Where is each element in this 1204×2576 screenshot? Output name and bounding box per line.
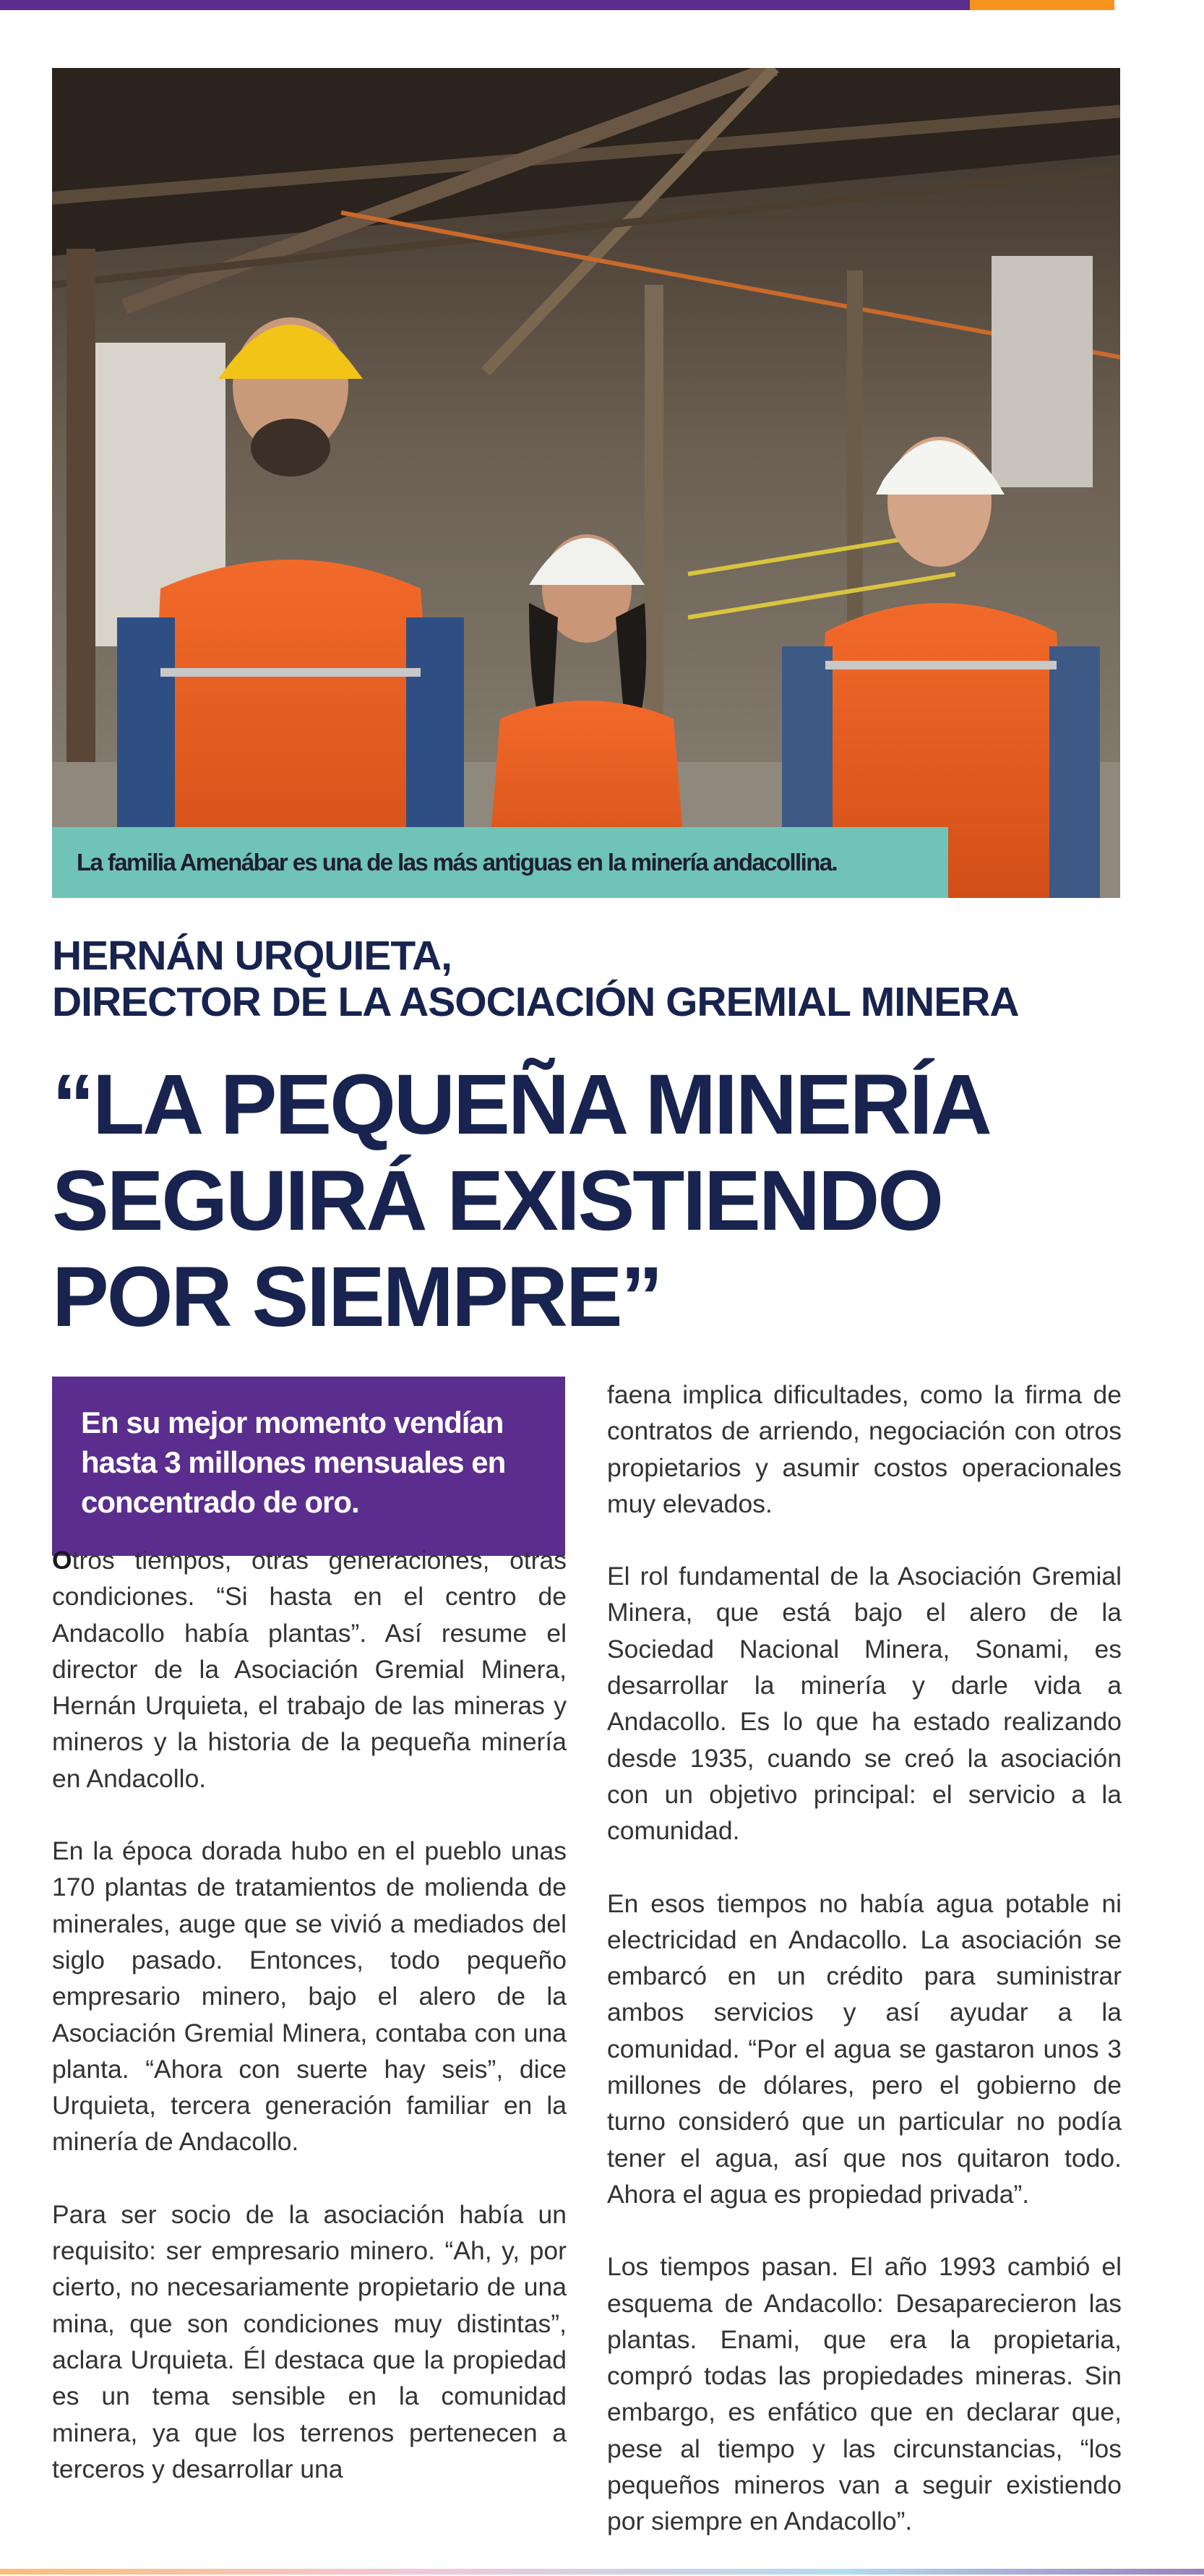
- bottom-color-bar: [0, 2569, 1204, 2575]
- paragraph: En esos tiempos no había agua potable ni electricidad en Andacollo. La asociación se embarcó en un crédito para suministrar ambos servicios y así ayudar a la comunidad. “Por el agua se gastaron unos 3 millones de dólares, pero el gobierno de turno consideró que un particular no podía tener el agua, así que nos quitaron todo. Ahora el agua es propiedad privada”.: [607, 1888, 1122, 2209]
- top-color-bar: [0, 0, 970, 10]
- top-accent-bar: [970, 0, 1114, 10]
- article-column-right: [607, 1377, 1122, 2576]
- paragraph: [52, 1542, 567, 1797]
- kicker-line-1: HERNÁN URQUIETA,: [52, 933, 452, 979]
- drop-cap: O: [52, 1546, 72, 1575]
- article-column-left: [52, 1542, 567, 2523]
- article-headline: [52, 1057, 1136, 1345]
- paragraph: faena implica dificultades, como la firma de contratos de arriendo, negociación con otros propietarios y asumir costos operacionales muy elevados.: [607, 1380, 1122, 1518]
- photo-caption: La familia Amenábar es una de las más antiguas en la minería andacollina.: [52, 827, 948, 898]
- paragraph: Para ser socio de la asociación había un requisito: ser empresario minero. “Ah, y, por cierto, no necesariamente propietario de una mina, que son condiciones muy distintas”, aclara Urquieta. Él destaca que la propiedad es un tema sensible en la comunidad minera, ya que los terrenos pertenecen a terceros y desarrollar una: [52, 2199, 567, 2483]
- headline-line-1: “LA PEQUEÑA MINERÍA: [52, 1057, 990, 1152]
- article-kicker: [52, 933, 1136, 1025]
- pull-quote-box: [52, 1377, 565, 1556]
- headline-line-2: SEGUIRÁ EXISTIENDO: [52, 1153, 942, 1249]
- pull-quote-text: En su mejor momento vendían hasta 3 millones mensuales en concentrado de oro.: [81, 1405, 506, 1519]
- photo-illustration: [52, 68, 1120, 898]
- kicker-line-2: DIRECTOR DE LA ASOCIACIÓN GREMIAL MINERA: [52, 979, 1019, 1025]
- headline-line-3: POR SIEMPRE”: [52, 1249, 661, 1345]
- paragraph-text: tros tiempos, otras generaciones, otras condiciones. “Si hasta en el centro de Andacollo había plantas”. Así resume el director de la Asociación Gremial Minera, Hernán Urquieta, el trabajo de las mineras y mineros y la historia de la pequeña minería en Andacollo.: [52, 1546, 567, 1793]
- article-photo: [52, 68, 1120, 898]
- paragraph: El rol fundamental de la Asociación Gremial Minera, que está bajo el alero de la Sociedad Nacional Minera, Sonami, es desarrollar la minería y darle vida a Andacollo. Es lo que ha estado realizando desde 1935, cuando se creó la asociación con un objetivo principal: el servicio a la comunidad.: [607, 1562, 1122, 1846]
- paragraph: En la época dorada hubo en el pueblo unas 170 plantas de tratamientos de molienda de minerales, auge que se vivió a mediados del siglo pasado. Entonces, todo pequeño empresario minero, bajo el alero de la Asociación Gremial Minera, contaba con una planta. “Ahora con suerte hay seis”, dice Urquieta, tercera generación familiar en la minería de Andacollo.: [52, 1836, 567, 2157]
- paragraph: Los tiempos pasan. El año 1993 cambió el esquema de Andacollo: Desaparecieron las plantas. Enami, que era la propietaria, compró todas las propiedades mineras. Sin embargo, es enfático que en declarar que, pese al tiempo y las circunstancias, “los pequeños mineros van a seguir existiendo por siempre en Andacollo”.: [607, 2252, 1122, 2536]
